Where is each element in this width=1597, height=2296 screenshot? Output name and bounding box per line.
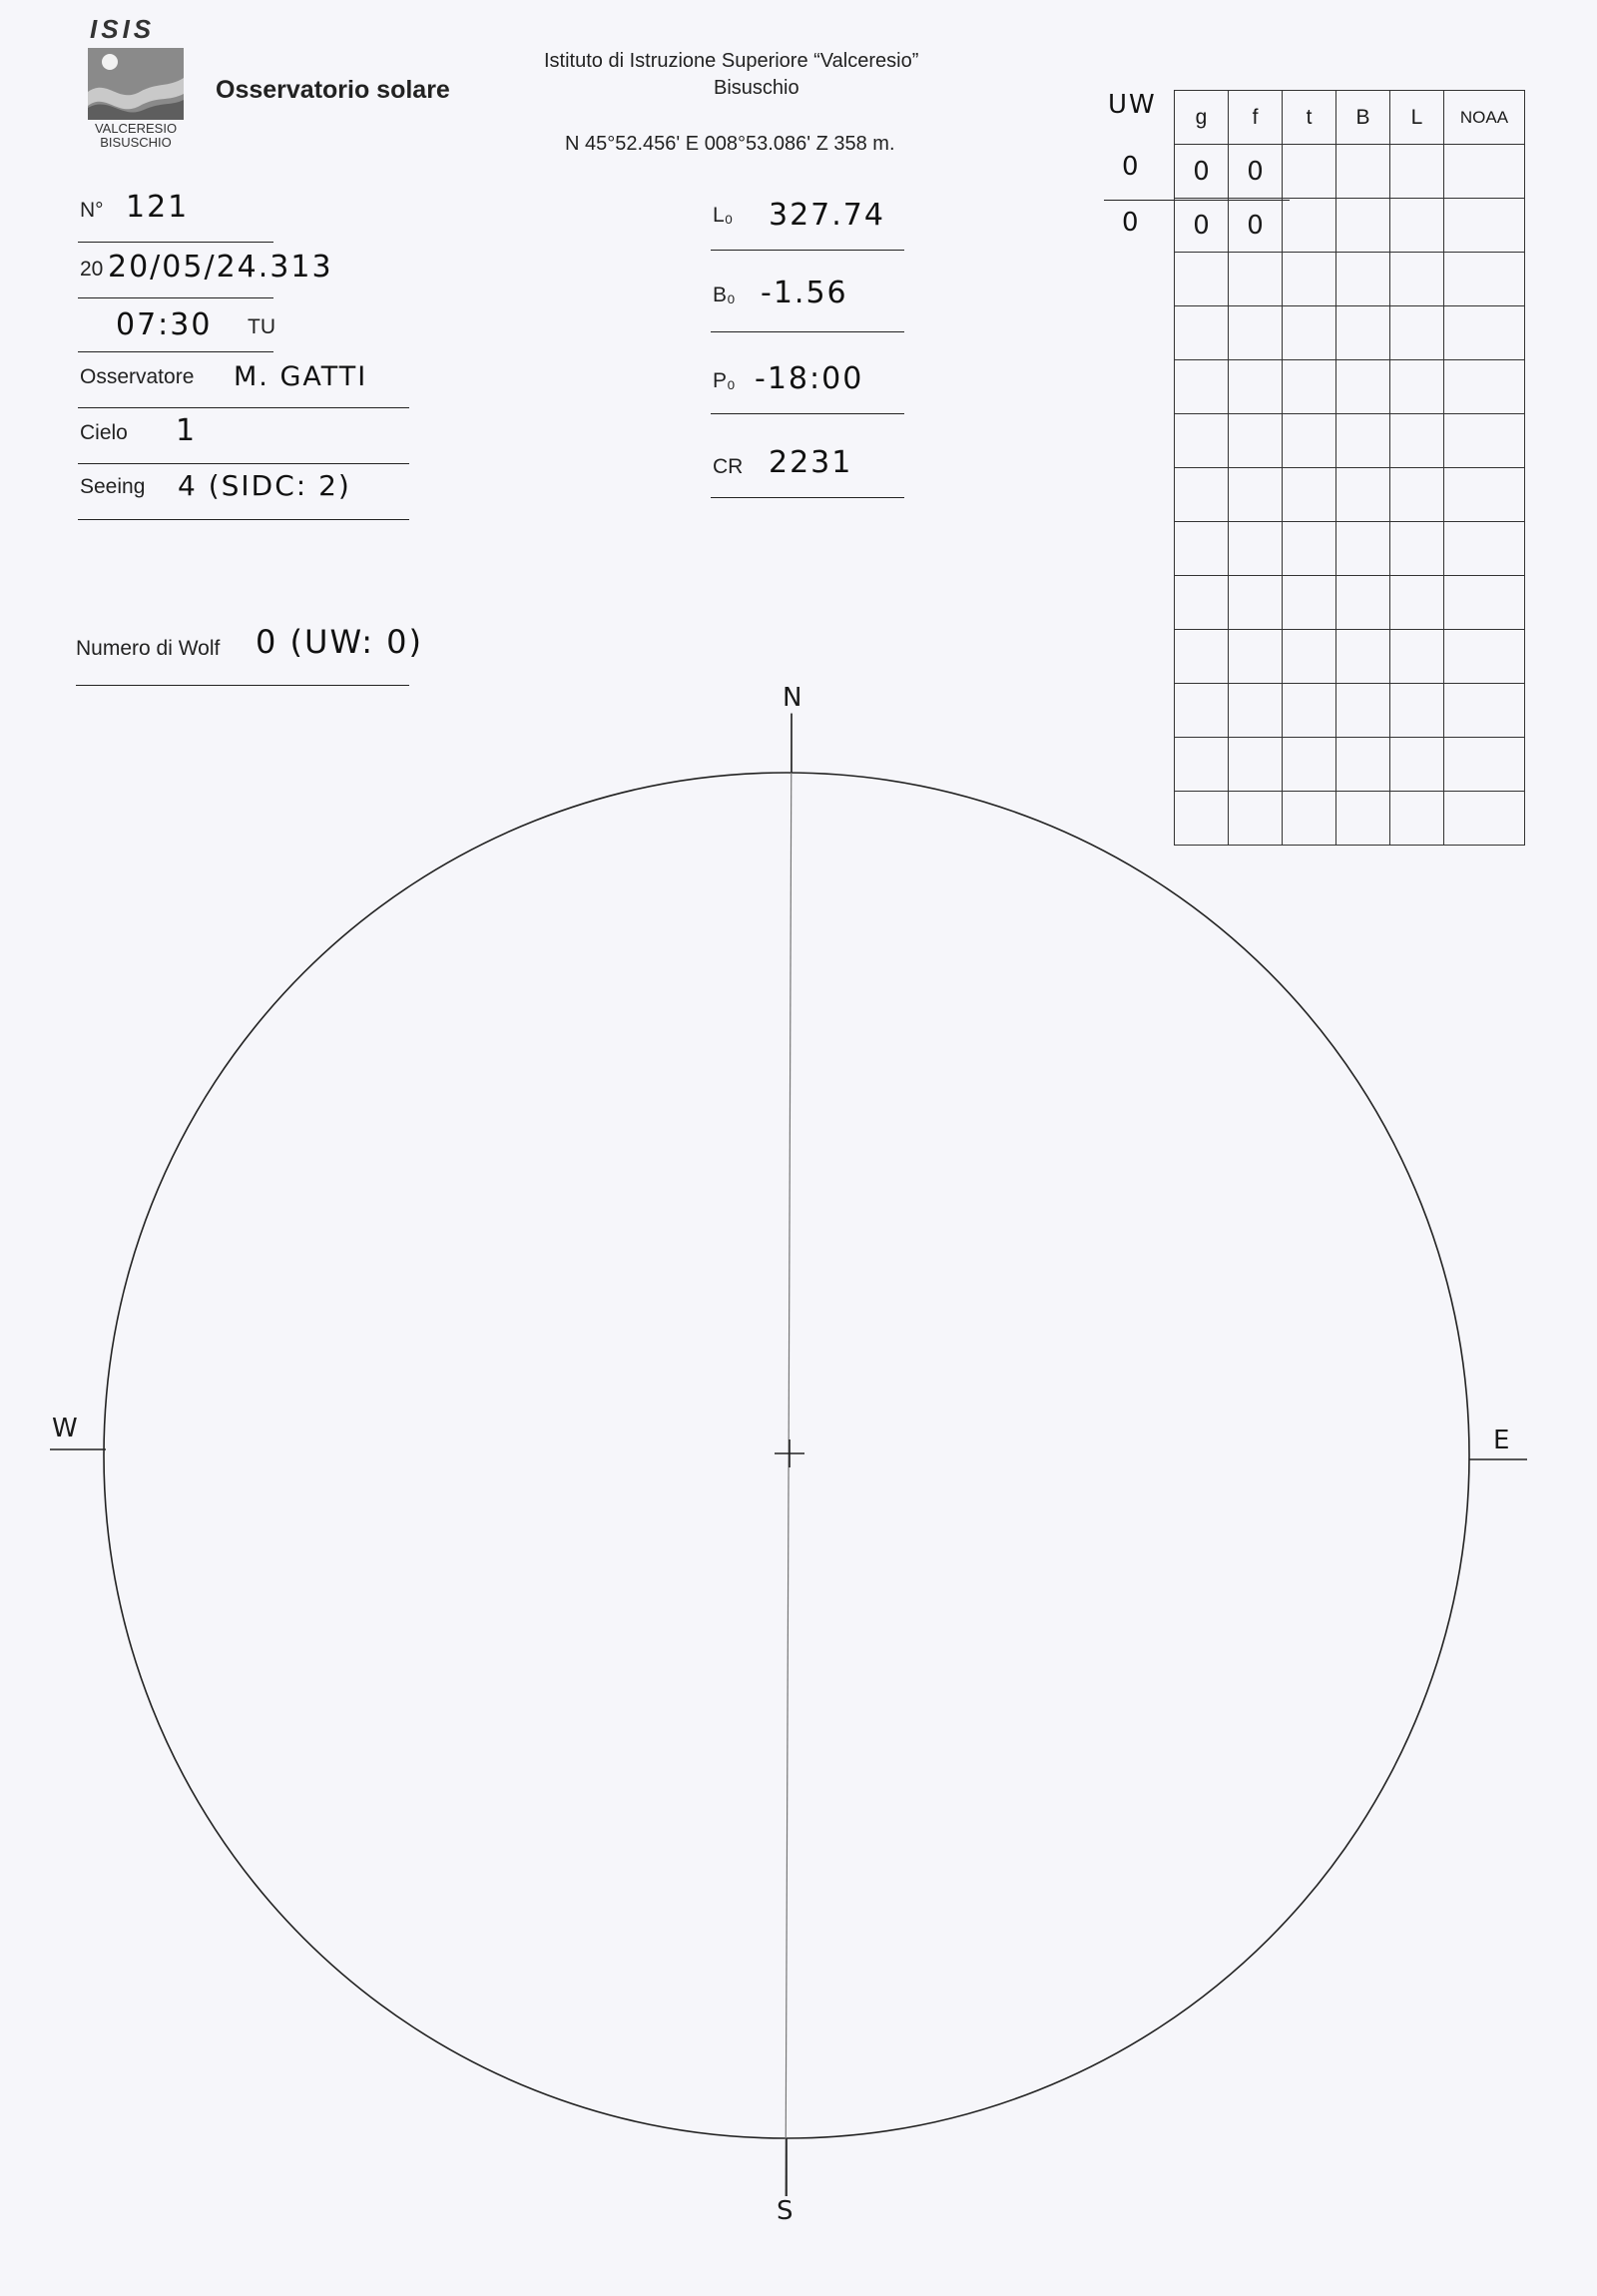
- uw-row-value: 0: [1122, 152, 1141, 182]
- cr-value: 2231: [769, 445, 853, 480]
- number-value: 121: [126, 190, 190, 225]
- b0-label: B₀: [713, 284, 736, 306]
- west-label: W: [52, 1414, 78, 1443]
- time-unit: TU: [248, 315, 275, 338]
- observatory-title: Osservatorio solare: [216, 76, 450, 104]
- column-header-l: L: [1390, 91, 1444, 145]
- cr-label: CR: [713, 455, 744, 478]
- wolf-number-label: Numero di Wolf: [76, 637, 221, 660]
- table-cell-g: 0: [1175, 145, 1229, 199]
- sky-value: 1: [176, 413, 198, 448]
- column-header-t: t: [1283, 91, 1336, 145]
- wolf-number-value: 0 (UW: 0): [256, 623, 423, 661]
- time-value: 07:30: [116, 307, 213, 342]
- east-label: E: [1493, 1426, 1510, 1455]
- south-label: S: [777, 2196, 794, 2226]
- site-coordinates: N 45°52.456' E 008°53.086' Z 358 m.: [565, 133, 895, 155]
- institute-name: Istituto di Istruzione Superiore “Valceresio”: [544, 50, 919, 72]
- date-value: 20/05/24.313: [108, 250, 333, 285]
- l0-label: L₀: [713, 204, 734, 227]
- l0-value: 327.74: [769, 198, 885, 233]
- date-prefix: 20: [80, 258, 104, 281]
- b0-value: -1.56: [761, 276, 848, 310]
- logo-caption-line: VALCERESIO: [94, 121, 178, 136]
- column-header-b: B: [1336, 91, 1390, 145]
- logo-wordmark: ISIS: [90, 14, 156, 44]
- number-label: N°: [80, 199, 104, 222]
- sky-label: Cielo: [80, 421, 128, 444]
- uw-label: UW: [1108, 90, 1157, 120]
- observer-value: M. GATTI: [234, 361, 368, 392]
- observer-label: Osservatore: [80, 365, 195, 388]
- column-header-g: g: [1175, 91, 1229, 145]
- seeing-value: 4 (SIDC: 2): [178, 469, 351, 502]
- table-cell-g: 0: [1175, 199, 1229, 253]
- column-header-f: f: [1229, 91, 1283, 145]
- north-label: N: [783, 683, 802, 713]
- table-cell-f: 0: [1229, 145, 1283, 199]
- p0-label: P₀: [713, 369, 736, 392]
- logo-caption-line: BISUSCHIO: [100, 135, 172, 150]
- institute-city: Bisuschio: [714, 77, 799, 99]
- uw-row-value: 0: [1122, 208, 1141, 238]
- p0-value: -18:00: [755, 361, 864, 396]
- central-meridian-line: [786, 1483, 789, 2196]
- table-cell-f: 0: [1229, 199, 1283, 253]
- central-meridian-line: [789, 713, 792, 1483]
- seeing-label: Seeing: [80, 475, 146, 498]
- column-header-noaa: NOAA: [1444, 91, 1525, 145]
